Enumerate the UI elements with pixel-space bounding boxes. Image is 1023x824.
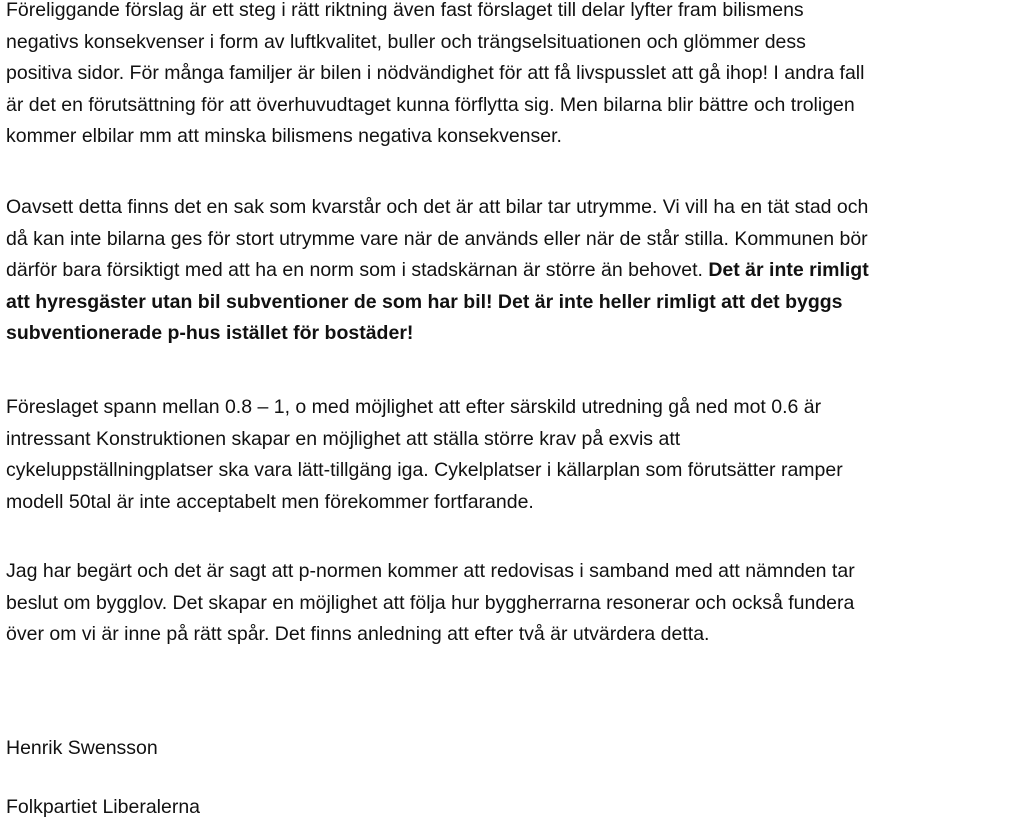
paragraph-norm-range: Föreslaget spann mellan 0.8 – 1, o med möjlighet att efter särskild utredning gå ned mot 0.6 är intressant Konstruktionen skapar en möjlighet att ställa större krav på exvis att cykeluppställningplatser ska vara lätt-tillgäng iga. Cykelplatser i källarplan som förutsätter ramper modell 50tal är inte acceptabelt men förekommer fortfarande. bbox=[6, 396, 843, 513]
paragraph-space-text: Oavsett detta finns det en sak som kvarstår och det är att bilar tar utrymme. Vi vill ha en tät stad och då kan inte bilarna ges för stort utrymme vare när de används eller när de står stilla. Kommunen bör därför bara försiktigt med att ha en norm som i stadskärnan är större än behovet. bbox=[6, 196, 869, 281]
paragraph-building-permit: Jag har begärt och det är sagt att p-normen kommer att redovisas i samband med att nämnden tar beslut om bygglov. Det skapar en möjlighet att följa hur byggherrarna resonerar och också fundera över om vi är inne på rätt spår. Det finns anledning att efter två är utvärdera detta. bbox=[6, 560, 855, 645]
signature-name: Henrik Swensson bbox=[6, 737, 158, 759]
signature-party: Folkpartiet Liberalerna bbox=[6, 796, 201, 818]
paragraph-space-bold-text: Det är inte rimligt att hyresgäster utan bil subventioner de som har bil! Det är inte heller rimligt att det byggs subventionerade p-hus istället för bostäder! bbox=[6, 259, 869, 344]
paragraph-space bbox=[6, 192, 1018, 350]
paragraph-intro: Föreliggande förslag är ett steg i rätt riktning även fast förslaget till delar lyfter fram bilismens negativs konsekvenser i form av luftkvalitet, buller och trängselsituationen och glömmer dess positiva sidor. För många familjer är bilen i nödvändighet för att få livspusslet att gå ihop! I andra fall är det en förutsättning för att överhuvudtaget kunna förflytta sig. Men bilarna blir bättre och troligen kommer elbilar mm att minska bilismens negativa konsekvenser. bbox=[6, 0, 865, 147]
